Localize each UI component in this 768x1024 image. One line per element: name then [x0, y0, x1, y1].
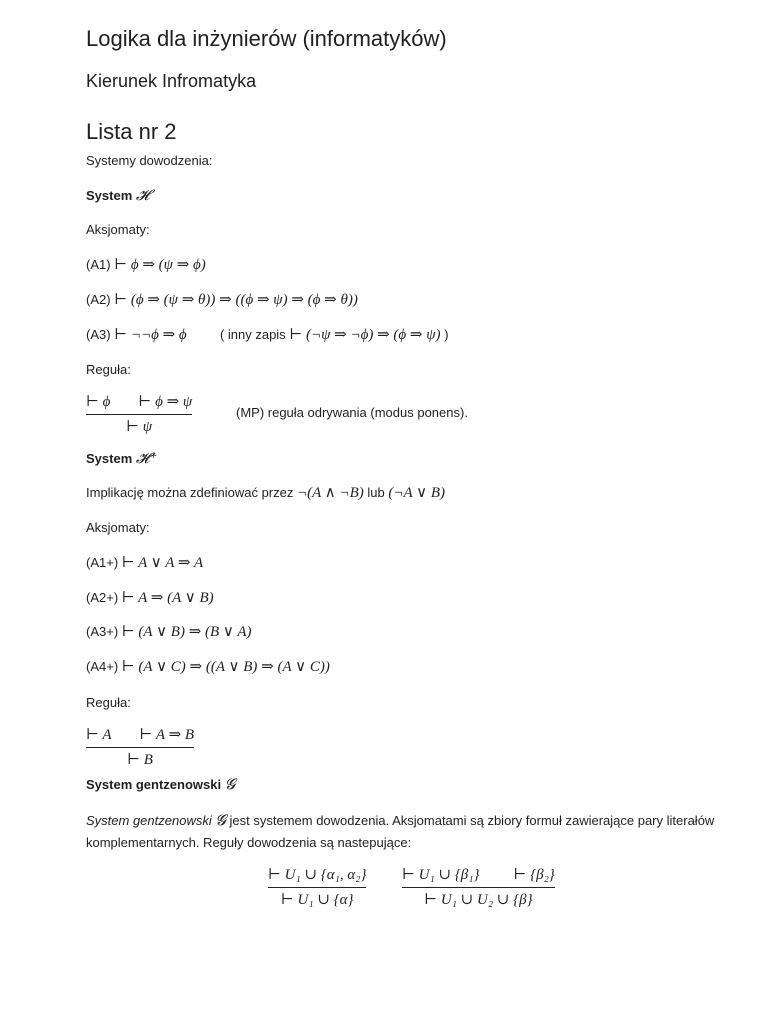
system-hplus-heading	[86, 450, 157, 468]
axiom-a3-formula: ⊢ ¬¬ϕ ⇒ ϕ	[114, 327, 187, 343]
system-g-label: System gentzenowski	[86, 777, 222, 792]
course-subtitle: Kierunek Infromatyka	[86, 71, 257, 91]
fraction-bar	[86, 414, 192, 415]
axiom-a3-alt-suffix: )	[444, 327, 449, 342]
axiom-a1plus	[86, 554, 203, 572]
implication-formula-1: ¬(A ∧ ¬B)	[297, 485, 364, 501]
system-h-rule-label: Reguła:	[86, 362, 131, 377]
axiom-a3-alt-formula: ⊢ (¬ψ ⇒ ¬ϕ) ⇒ (ϕ ⇒ ψ)	[289, 327, 441, 343]
system-hplus-symbol: 𝓗⁺	[135, 451, 158, 467]
intro-text: Systemy dowodzenia:	[86, 153, 213, 168]
axiom-a2plus-formula: ⊢ A ⇒ (A ∨ B)	[121, 590, 214, 606]
axiom-a4plus-formula: ⊢ (A ∨ C) ⇒ ((A ∨ B) ⇒ (A ∨ C))	[121, 659, 330, 675]
axiom-a2plus-label: (A2+)	[86, 590, 119, 605]
fraction-bar	[268, 887, 366, 888]
page-title: Logika dla inżynierów (informatyków)	[86, 26, 447, 51]
system-g-description	[86, 810, 726, 853]
system-hplus-label: System	[86, 451, 133, 466]
mp-conclusion: ⊢ ψ	[126, 419, 153, 435]
list-title: Lista nr 2	[86, 119, 177, 144]
system-hplus-rule-label: Reguła:	[86, 695, 131, 710]
hplus-premise-2: ⊢ A ⇒ B	[139, 727, 195, 743]
fraction-bar	[402, 887, 555, 888]
axiom-a3plus-formula: ⊢ (A ∨ B) ⇒ (B ∨ A)	[121, 624, 252, 640]
system-g-desc-italic: System gentzenowski	[86, 813, 212, 828]
beta-premise-1: ⊢ U₁ ∪ {β₁}	[402, 867, 480, 883]
system-g-desc-symbol: 𝓖	[215, 813, 226, 829]
mp-premise-2: ⊢ ϕ ⇒ ψ	[138, 394, 193, 410]
fraction-bar	[86, 747, 194, 748]
system-h-symbol: 𝓗	[135, 188, 150, 204]
mp-rule-fraction	[86, 392, 192, 436]
system-h-heading	[86, 187, 149, 205]
implication-or: lub	[367, 485, 385, 500]
system-hplus-axioms-label: Aksjomaty:	[86, 520, 150, 535]
hplus-conclusion: ⊢ B	[127, 752, 153, 768]
axiom-a3-alt-prefix: ( inny zapis	[219, 327, 286, 342]
system-h-label: System	[86, 188, 133, 203]
implication-text: Implikację można zdefiniować przez	[86, 485, 294, 500]
axiom-a2-label: (A2)	[86, 292, 111, 307]
mp-premise-1: ⊢ ϕ	[86, 394, 111, 410]
axiom-a2plus	[86, 589, 214, 607]
hplus-premise-1: ⊢ A	[86, 727, 112, 743]
axiom-a3plus	[86, 623, 252, 641]
axiom-a4plus-label: (A4+)	[86, 659, 119, 674]
axiom-a1plus-formula: ⊢ A ∨ A ⇒ A	[121, 555, 204, 571]
implication-definition	[86, 484, 445, 502]
axiom-a1	[86, 256, 206, 274]
mp-rule-description: (MP) reguła odrywania (modus ponens).	[236, 405, 468, 420]
system-h-axioms-label: Aksjomaty:	[86, 222, 150, 237]
system-g-symbol: 𝓖	[224, 777, 236, 793]
axiom-a1-formula: ⊢ ϕ ⇒ (ψ ⇒ ϕ)	[114, 257, 206, 273]
hplus-rule-fraction	[86, 725, 194, 769]
system-g-heading	[86, 776, 235, 794]
axiom-a3	[86, 326, 449, 344]
alpha-rule-fraction	[268, 865, 366, 909]
beta-rule-fraction	[402, 865, 555, 909]
axiom-a3-label: (A3)	[86, 327, 111, 342]
alpha-premise: ⊢ U₁ ∪ {α₁, α₂}	[268, 867, 367, 883]
alpha-conclusion: ⊢ U₁ ∪ {α}	[280, 892, 354, 908]
beta-conclusion: ⊢ U₁ ∪ U₂ ∪ {β}	[424, 892, 533, 908]
system-g-desc-text: jest systemem dowodzenia. Aksjomatami są zbiory formuł zawierające pary literałów komplementarnych. Reguły dowodzenia są nastepujące:	[86, 813, 715, 850]
axiom-a1plus-label: (A1+)	[86, 555, 119, 570]
beta-premise-2: ⊢ {β₂}	[513, 867, 555, 883]
axiom-a1-label: (A1)	[86, 257, 111, 272]
axiom-a2-formula: ⊢ (ϕ ⇒ (ψ ⇒ θ)) ⇒ ((ϕ ⇒ ψ) ⇒ (ϕ ⇒ θ))	[114, 292, 358, 308]
axiom-a4plus	[86, 658, 330, 676]
axiom-a3plus-label: (A3+)	[86, 624, 119, 639]
implication-formula-2: (¬A ∨ B)	[388, 485, 446, 501]
axiom-a2	[86, 291, 358, 309]
